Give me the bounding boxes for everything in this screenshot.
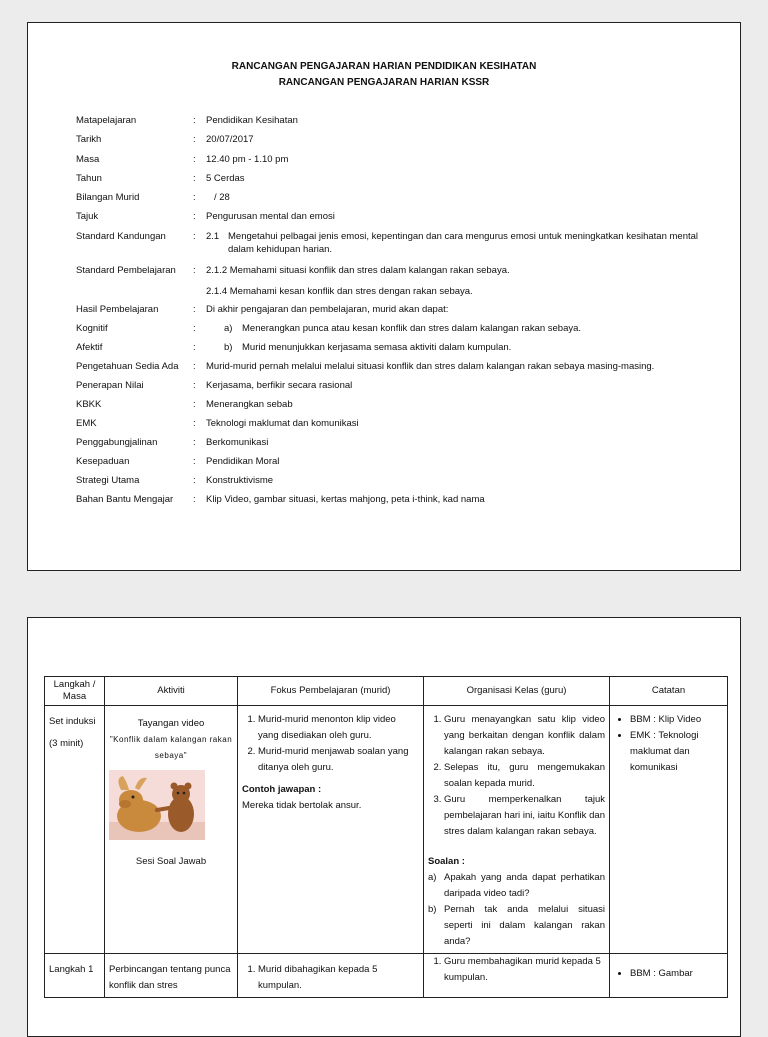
cell-aktiviti: Perbincangan tentang punca konflik dan stres (105, 954, 238, 998)
cell-organisasi: 1. Guru menayangkan satu klip video yang berkaitan dengan konflik dalam kalangan rakan sebaya. 2. Selepas itu, guru mengemukakan soalan kepada murid. 3. Guru memperkenalkan tajuk pembelajaran hari ini, iaitu Konflik dan stres dalam kalangan rakan sebaya. Soalan : a) Apakah yang anda dapat perhatikan daripada video tadi? b) Pernah tak anda melalui situasi seperti ini dalam kalangan rakan anda? (424, 706, 610, 954)
list-item: 1. Guru membahagikan murid kepada 5 kumpulan. (444, 954, 605, 986)
video-still-image (109, 770, 205, 840)
table-row (45, 954, 728, 998)
list-item: 3. Guru memperkenalkan tajuk pembelajaran hari ini, iaitu Konflik dan stres dalam kalangan rakan sebaya. (444, 792, 605, 840)
fokus-list (242, 962, 419, 994)
header-organisasi: Organisasi Kelas (guru) (424, 677, 610, 706)
cell-organisasi (424, 954, 610, 998)
list-item: • EMK : Teknologi maklumat dan komunikasi (630, 728, 723, 776)
cell-aktiviti: Tayangan video "Konflik dalam kalangan rakan sebaya" Sesi Soal Jawab (105, 706, 238, 954)
table-header-row (45, 677, 728, 706)
list-item: 1. Murid dibahagikan kepada 5 kumpulan. (258, 962, 419, 994)
table-row (45, 706, 728, 954)
header-langkah: Langkah / Masa (45, 677, 105, 706)
catatan-list (614, 712, 723, 776)
cell-fokus: 1. Murid-murid menonton klip video yang disediakan oleh guru. 2. Murid-murid menjawab soalan yang ditanya oleh guru. Contoh jawapan : Mereka tidak bertolak ansur. (238, 706, 424, 954)
header-fokus: Fokus Pembelajaran (murid) (238, 677, 424, 706)
list-item: 2. Selepas itu, guru mengemukakan soalan kepada murid. (444, 760, 605, 792)
list-item: b) Pernah tak anda melalui situasi seperti ini dalam kalangan rakan anda? (428, 904, 605, 947)
list-item: a) Apakah yang anda dapat perhatikan daripada video tadi? (428, 872, 605, 899)
list-item: 1. Guru menayangkan satu klip video yang berkaitan dengan konflik dalam kalangan rakan sebaya. (444, 712, 605, 760)
list-item: 1. Murid-murid menonton klip video yang disediakan oleh guru. (258, 712, 419, 744)
cell-langkah: Set induksi (3 minit) (45, 706, 105, 954)
lesson-table (44, 676, 728, 998)
cell-fokus (238, 954, 424, 998)
organisasi-list (428, 712, 605, 840)
organisasi-list (428, 954, 605, 986)
main-title: RANCANGAN PENGAJARAN HARIAN PENDIDIKAN KESIHATAN (231, 61, 537, 72)
sub-title: RANCANGAN PENGAJARAN HARIAN KSSR (278, 77, 490, 88)
header-aktiviti: Aktiviti (105, 677, 238, 706)
page-1: RANCANGAN PENGAJARAN HARIAN PENDIDIKAN KESIHATAN RANCANGAN PENGAJARAN HARIAN KSSR Matapelajaran : Pendidikan Kesihatan Tarikh : 20/07/2017 Masa : 12.40 pm - 1.10 pm Tahun : 5 Cerdas Bilangan Murid : / 28 Tajuk : Pengurusan mental dan emosi Standard Kandungan : 2.1 Mengetahui pelbagai jenis emosi, kepentingan dan cara mengurus emosi untuk meningkatkan kesihatan mental dalam kehidupan harian. Standard Pembelajaran : 2.1.2 Memahami situasi konflik dan stres dalam kalangan rakan sebaya. 2.1.4 Memahami kesan konflik dan stres dengan rakan sebaya. Hasil Pembelajaran : Di akhir pengajaran dan pembelajaran, murid akan dapat: Kognitif : a) Menerangkan punca atau kesan konflik dan stres dalam kalangan rakan sebaya. Afektif : b) Murid menunjukkan kerjasama semasa aktiviti dalam kumpulan. Pengetahuan Sedia Ada : Murid-murid pernah melalui melalui situasi konflik dan stres dalam kalangan rakan sebaya masing-masing. Penerapan Nilai : Kerjasama, berfikir secara rasional KBKK : Menerangkan sebab EMK : Teknologi maklumat dan komunikasi Penggabungjalinan : Berkomunikasi Kesepaduan : Pendidikan Moral Strategi Utama : Konstruktivisme Bahan Bantu Mengajar : Klip Video, gambar situasi, kertas mahjong, peta i-think, kad nama (27, 22, 741, 571)
list-item: 2. Murid-murid menjawab soalan yang ditanya oleh guru. (258, 744, 419, 776)
list-item: • BBM : Gambar (630, 966, 723, 982)
cell-langkah: Langkah 1 (45, 954, 105, 998)
cell-catatan (610, 706, 728, 954)
header-catatan: Catatan (610, 677, 728, 706)
page-2 (27, 617, 741, 1037)
catatan-list (614, 966, 723, 982)
cell-catatan (610, 954, 728, 998)
list-item: • BBM : Klip Video (630, 712, 723, 728)
soalan-list (428, 870, 605, 950)
fokus-list (242, 712, 419, 776)
